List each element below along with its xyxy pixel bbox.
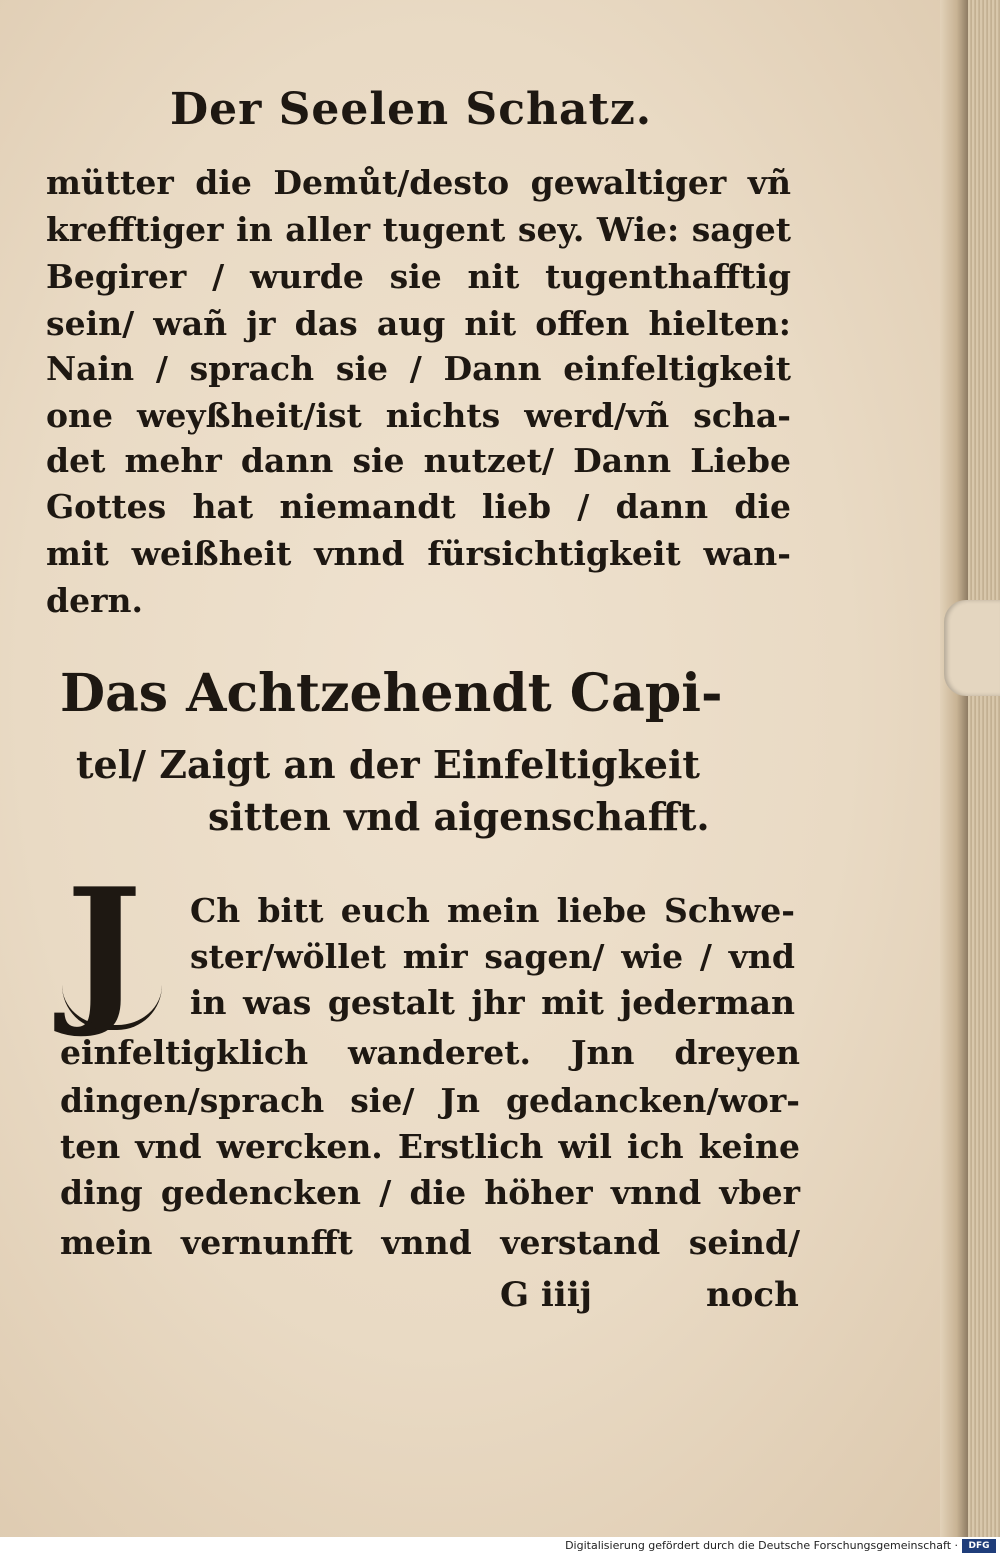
paragraph-line: Ch bitt euch mein liebe Schwe-: [190, 891, 795, 930]
body-line: one weyßheit/ist nichts werd/vñ scha-: [46, 396, 791, 435]
running-head: Der Seelen Schatz.: [170, 84, 653, 135]
body-line: Nain / sprach sie / Dann einfeltigkeit: [46, 349, 791, 388]
dfg-logo: DFG: [962, 1539, 996, 1553]
paragraph-line: mein vernunfft vnnd verstand seind/: [60, 1223, 800, 1262]
body-line: dern.: [46, 581, 143, 620]
book-fore-edge: [968, 0, 1000, 1537]
body-line: Begirer / wurde sie nit tugenthafftig: [46, 257, 791, 296]
body-line: det mehr dann sie nutzet/ Dann Liebe: [46, 441, 791, 480]
body-line: mütter die Demůt/desto gewaltiger vñ: [46, 163, 791, 202]
paragraph-line: ten vnd wercken. Erstlich wil ich keine: [60, 1127, 800, 1166]
chapter-heading-line: Das Achtzehendt Capi-: [60, 663, 723, 724]
paragraph-line: ster/wöllet mir sagen/ wie / vnd: [190, 937, 795, 976]
paragraph-line: in was gestalt jhr mit jederman: [190, 983, 795, 1022]
signature-mark: G iiij: [500, 1275, 592, 1315]
paragraph-line: einfeltigklich wanderet. Jnn dreyen: [60, 1033, 800, 1072]
page-gutter-shadow: [940, 0, 968, 1537]
body-line: krefftiger in aller tugent sey. Wie: saget: [46, 210, 791, 249]
paragraph-line: ding gedencken / die höher vnnd vber: [60, 1173, 800, 1212]
footer-credit: Digitalisierung gefördert durch die Deutsche Forschungsgemeinschaft ·: [565, 1539, 958, 1552]
footer-bar: [0, 1537, 1000, 1557]
drop-initial: J: [66, 853, 142, 1041]
body-line: sein/ wañ jr das aug nit offen hielten:: [46, 304, 791, 343]
body-line: mit weißheit vnnd fürsichtigkeit wan-: [46, 534, 791, 573]
body-line: Gottes hat niemandt lieb / dann die: [46, 487, 791, 526]
chapter-heading-line: tel/ Zaigt an der Einfeltigkeit: [76, 742, 700, 787]
chapter-heading-line: sitten vnd aigenschafft.: [208, 794, 710, 839]
catchword: noch: [706, 1275, 799, 1315]
page-tab: [944, 600, 1000, 696]
paragraph-line: dingen/sprach sie/ Jn gedancken/wor-: [60, 1081, 800, 1120]
